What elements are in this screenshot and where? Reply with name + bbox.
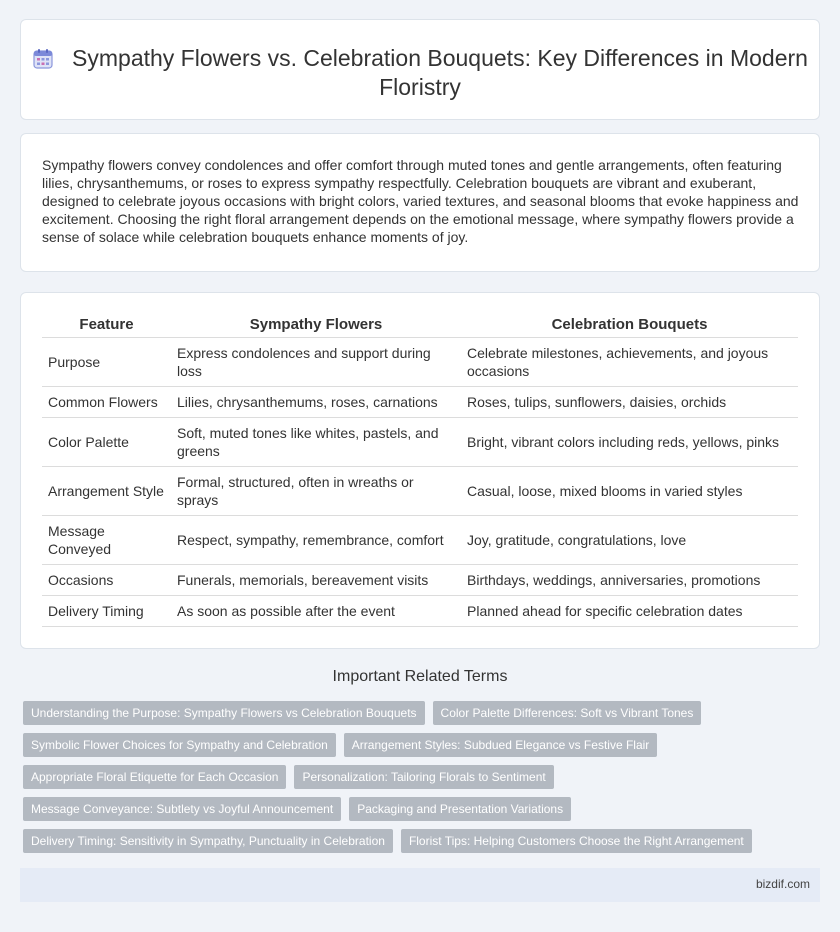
page-title bbox=[21, 44, 819, 102]
tag-row bbox=[23, 829, 803, 853]
table-row bbox=[42, 466, 798, 515]
table-cell: Message Conveyed bbox=[42, 515, 171, 564]
table-cell: As soon as possible after the event bbox=[171, 595, 461, 626]
table-cell: Respect, sympathy, remembrance, comfort bbox=[171, 515, 461, 564]
related-term-tag[interactable]: Packaging and Presentation Variations bbox=[349, 797, 571, 821]
table-cell: Planned ahead for specific celebration dates bbox=[461, 595, 798, 626]
column-header: Feature bbox=[42, 315, 171, 337]
related-terms-list bbox=[23, 701, 803, 861]
related-term-tag[interactable]: Message Conveyance: Subtlety vs Joyful Announcement bbox=[23, 797, 341, 821]
table-header-row bbox=[42, 315, 798, 337]
table-cell: Formal, structured, often in wreaths or sprays bbox=[171, 466, 461, 515]
tag-row bbox=[23, 701, 803, 725]
table-cell: Purpose bbox=[42, 337, 171, 386]
header-card bbox=[20, 19, 820, 120]
related-term-tag[interactable]: Symbolic Flower Choices for Sympathy and Celebration bbox=[23, 733, 336, 757]
comparison-table bbox=[42, 315, 798, 627]
column-header: Celebration Bouquets bbox=[461, 315, 798, 337]
table-row bbox=[42, 515, 798, 564]
summary-paragraph: Sympathy flowers convey condolences and offer comfort through muted tones and gentle arrangements, often featuring lilies, chrysanthemums, or roses to express sympathy respectfully. Celebration bouquets are vibrant and exuberant, designed to celebrate joyous occasions with bright colors, varied textures, and seasonal blooms that evoke happiness and excitement. Choosing the right floral arrangement depends on the emotional message, where sympathy flowers provide a sense of solace while celebration bouquets enhance moments of joy. bbox=[42, 157, 799, 245]
table-cell: Color Palette bbox=[42, 417, 171, 466]
table-cell: Arrangement Style bbox=[42, 466, 171, 515]
table-cell: Soft, muted tones like whites, pastels, and greens bbox=[171, 417, 461, 466]
table-cell: Roses, tulips, sunflowers, daisies, orchids bbox=[461, 386, 798, 417]
related-term-tag[interactable]: Understanding the Purpose: Sympathy Flowers vs Celebration Bouquets bbox=[23, 701, 425, 725]
tag-row bbox=[23, 797, 803, 821]
summary-card bbox=[20, 133, 820, 272]
related-term-tag[interactable]: Florist Tips: Helping Customers Choose the Right Arrangement bbox=[401, 829, 752, 853]
footer bbox=[20, 868, 820, 902]
table-cell: Casual, loose, mixed blooms in varied styles bbox=[461, 466, 798, 515]
tag-row bbox=[23, 765, 803, 789]
table-cell: Bright, vibrant colors including reds, yellows, pinks bbox=[461, 417, 798, 466]
related-term-tag[interactable]: Arrangement Styles: Subdued Elegance vs Festive Flair bbox=[344, 733, 657, 757]
table-cell: Express condolences and support during loss bbox=[171, 337, 461, 386]
table-row bbox=[42, 564, 798, 595]
table-cell: Birthdays, weddings, anniversaries, promotions bbox=[461, 564, 798, 595]
footer-brand-link[interactable]: bizdif.com bbox=[755, 877, 810, 891]
table-row bbox=[42, 417, 798, 466]
related-term-tag[interactable]: Color Palette Differences: Soft vs Vibrant Tones bbox=[433, 701, 702, 725]
table-cell: Occasions bbox=[42, 564, 171, 595]
related-term-tag[interactable]: Delivery Timing: Sensitivity in Sympathy, Punctuality in Celebration bbox=[23, 829, 393, 853]
column-header: Sympathy Flowers bbox=[171, 315, 461, 337]
table-cell: Celebrate milestones, achievements, and joyous occasions bbox=[461, 337, 798, 386]
related-term-tag[interactable]: Appropriate Floral Etiquette for Each Occasion bbox=[23, 765, 286, 789]
table-row bbox=[42, 337, 798, 386]
related-terms-heading: Important Related Terms bbox=[332, 668, 508, 685]
calendar-icon bbox=[32, 48, 54, 70]
table-row bbox=[42, 595, 798, 626]
table-cell: Lilies, chrysanthemums, roses, carnations bbox=[171, 386, 461, 417]
related-term-tag[interactable]: Personalization: Tailoring Florals to Sentiment bbox=[294, 765, 553, 789]
tag-row bbox=[23, 733, 803, 757]
table-cell: Funerals, memorials, bereavement visits bbox=[171, 564, 461, 595]
table-cell: Delivery Timing bbox=[42, 595, 171, 626]
table-cell: Common Flowers bbox=[42, 386, 171, 417]
table-row bbox=[42, 386, 798, 417]
table-cell: Joy, gratitude, congratulations, love bbox=[461, 515, 798, 564]
title-text: Sympathy Flowers vs. Celebration Bouquets: Key Differences in Modern Floristry bbox=[72, 45, 808, 100]
comparison-table-card bbox=[20, 292, 820, 649]
